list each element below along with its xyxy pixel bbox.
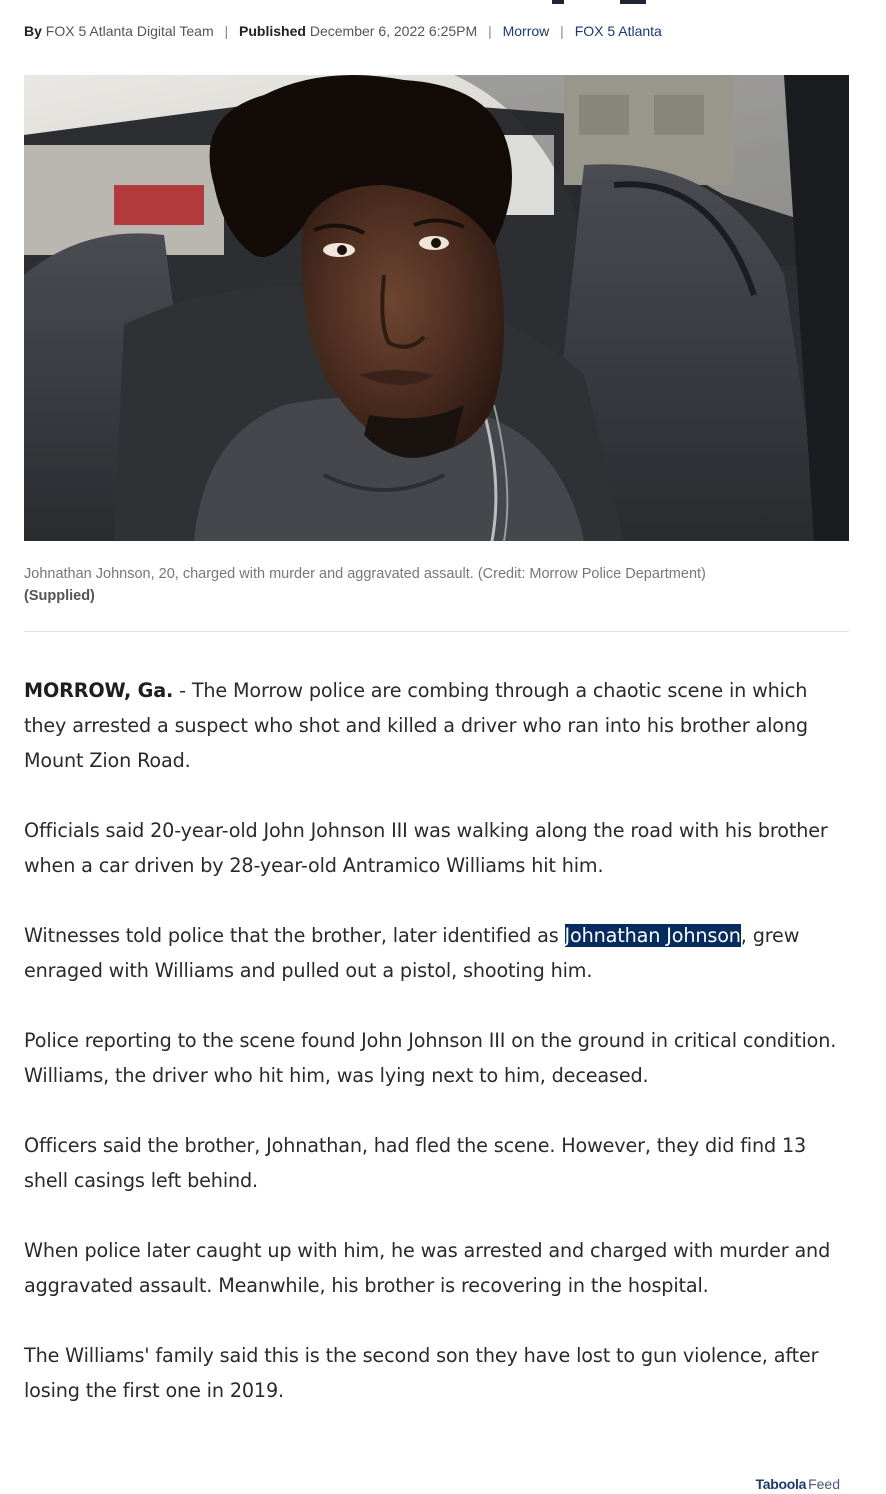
selected-text-highlight[interactable]: Johnathan Johnson: [564, 924, 741, 947]
byline-separator: |: [224, 23, 229, 39]
taboola-feed-link[interactable]: [756, 1476, 840, 1492]
article-paragraph-3: [24, 918, 854, 988]
tag-link-morrow[interactable]: Morrow: [502, 23, 550, 39]
paragraph-3-after: , grew enraged with Williams and pulled out a pistol, shooting him.: [24, 924, 800, 982]
caption-text: Johnathan Johnson, 20, charged with murder and aggravated assault. (Credit: Morrow Police Department): [24, 566, 706, 582]
article-paragraph-6: When police later caught up with him, he was arrested and charged with murder and aggravated assault. Meanwhile, his brother is recovering in the hospital.: [24, 1239, 831, 1297]
article-paragraph-1: [24, 673, 854, 778]
author-name: FOX 5 Atlanta Digital Team: [45, 23, 214, 39]
article-byline: [24, 23, 662, 39]
published-date: December 6, 2022 6:25PM: [309, 23, 478, 39]
article-photo[interactable]: [24, 75, 849, 541]
by-label: By: [24, 23, 42, 39]
byline-separator: |: [488, 23, 492, 39]
tag-link-fox5-atlanta[interactable]: FOX 5 Atlanta: [574, 23, 662, 39]
caption-divider: [24, 631, 849, 632]
paragraph-1-text: - The Morrow police are combing through a chaotic scene in which they arrested a suspect who shot and killed a driver who ran into his brother along Mount Zion Road.: [24, 679, 808, 772]
article-body: [24, 673, 854, 1443]
paragraph-3-before: Witnesses told police that the brother, later identified as: [24, 924, 565, 947]
photo-caption: [24, 563, 849, 607]
article-paragraph-5: Officers said the brother, Johnathan, had fled the scene. However, they did find 13 shell casings left behind.: [24, 1134, 807, 1192]
headline-descenders: [500, 0, 886, 4]
published-label: Published: [239, 23, 306, 39]
photo-illustration: [24, 75, 849, 541]
article-paragraph-4: Police reporting to the scene found John Johnson III on the ground in critical condition. Williams, the driver who hit him, was lying next to him, deceased.: [24, 1029, 837, 1087]
taboola-feed-label: Feed: [808, 1476, 840, 1492]
caption-credit-tag: (Supplied): [24, 588, 95, 604]
dateline: MORROW, Ga.: [24, 679, 174, 702]
article-paragraph-7: The Williams' family said this is the second son they have lost to gun violence, after losing the first one in 2019.: [24, 1344, 819, 1402]
taboola-logo: Taboola: [755, 1476, 807, 1492]
byline-separator: |: [560, 23, 564, 39]
article-paragraph-2: Officials said 20-year-old John Johnson III was walking along the road with his brother when a car driven by 28-year-old Antramico Williams hit him.: [24, 819, 828, 877]
